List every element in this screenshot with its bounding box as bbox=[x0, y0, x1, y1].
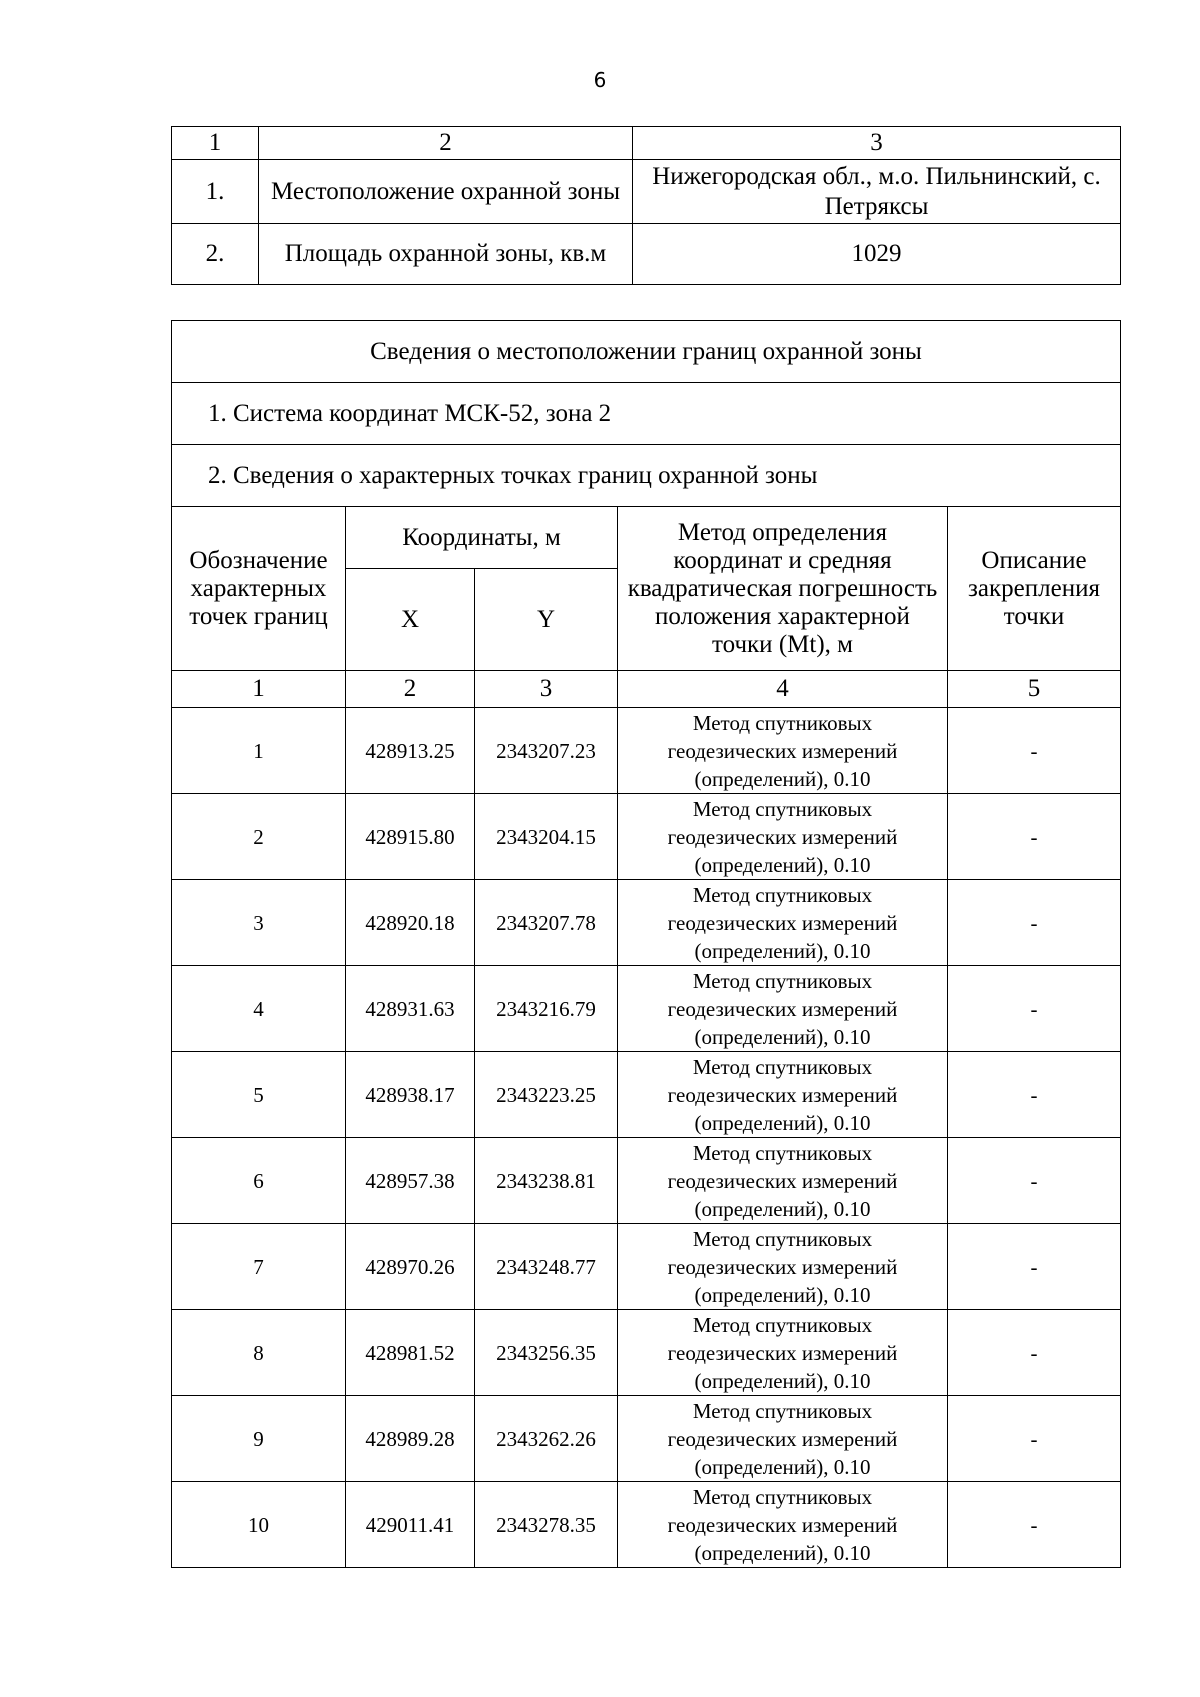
point-number: 7 bbox=[172, 1224, 346, 1310]
x-value: 428989.28 bbox=[346, 1396, 475, 1482]
point-number: 3 bbox=[172, 880, 346, 966]
point-rows bbox=[172, 708, 1121, 1568]
description-value: - bbox=[948, 1396, 1121, 1482]
coord-system-row bbox=[172, 383, 1121, 445]
row-number: 1. bbox=[172, 160, 259, 224]
y-value: 2343204.15 bbox=[475, 794, 618, 880]
point-number: 9 bbox=[172, 1396, 346, 1482]
zone-col-number-3: 3 bbox=[633, 127, 1121, 160]
method-value: Метод спутниковых геодезических измерений (определений), 0.10 bbox=[618, 1310, 948, 1396]
point-number: 6 bbox=[172, 1138, 346, 1224]
page-number: 6 bbox=[593, 68, 607, 92]
point-number: 10 bbox=[172, 1482, 346, 1568]
header-row-1 bbox=[172, 507, 1121, 569]
point-number: 8 bbox=[172, 1310, 346, 1396]
points-heading-row bbox=[172, 445, 1121, 507]
column-numbers-row bbox=[172, 671, 1121, 708]
description-value: - bbox=[948, 966, 1121, 1052]
point-number: 1 bbox=[172, 708, 346, 794]
y-value: 2343248.77 bbox=[475, 1224, 618, 1310]
description-header: Описание закрепления точки bbox=[948, 507, 1121, 671]
description-value: - bbox=[948, 1138, 1121, 1224]
x-value: 428915.80 bbox=[346, 794, 475, 880]
section-title-row bbox=[172, 321, 1121, 383]
column-number: 2 bbox=[346, 671, 475, 708]
method-value: Метод спутниковых геодезических измерений (определений), 0.10 bbox=[618, 1224, 948, 1310]
zone-area-label: Площадь охранной зоны, кв.м bbox=[259, 224, 633, 285]
x-value: 428913.25 bbox=[346, 708, 475, 794]
method-header: Метод определения координат и средняя квадратическая погрешность положения характерной точки (Mt), м bbox=[618, 507, 948, 671]
description-value: - bbox=[948, 1310, 1121, 1396]
column-number: 1 bbox=[172, 671, 346, 708]
table-row bbox=[172, 880, 1121, 966]
description-value: - bbox=[948, 794, 1121, 880]
y-value: 2343238.81 bbox=[475, 1138, 618, 1224]
boundary-points-table bbox=[171, 320, 1121, 1568]
y-value: 2343216.79 bbox=[475, 966, 618, 1052]
x-value: 428970.26 bbox=[346, 1224, 475, 1310]
row-number: 2. bbox=[172, 224, 259, 285]
description-value: - bbox=[948, 1052, 1121, 1138]
zone-location-label: Местоположение охранной зоны bbox=[259, 160, 633, 224]
coord-system: 1. Система координат МСК-52, зона 2 bbox=[172, 383, 1121, 445]
zone-info-table bbox=[171, 126, 1121, 285]
zone-table-header-row bbox=[172, 127, 1121, 160]
table-row bbox=[172, 1138, 1121, 1224]
table-row bbox=[172, 1482, 1121, 1568]
designation-header: Обозначение характерных точек границ bbox=[172, 507, 346, 671]
method-value: Метод спутниковых геодезических измерений (определений), 0.10 bbox=[618, 1138, 948, 1224]
method-value: Метод спутниковых геодезических измерений (определений), 0.10 bbox=[618, 1482, 948, 1568]
zone-location-value: Нижегородская обл., м.о. Пильнинский, с. Петряксы bbox=[633, 160, 1121, 224]
y-header: Y bbox=[475, 569, 618, 671]
table-row bbox=[172, 708, 1121, 794]
x-value: 428938.17 bbox=[346, 1052, 475, 1138]
y-value: 2343207.78 bbox=[475, 880, 618, 966]
table-row bbox=[172, 1310, 1121, 1396]
point-number: 5 bbox=[172, 1052, 346, 1138]
y-value: 2343278.35 bbox=[475, 1482, 618, 1568]
x-header: X bbox=[346, 569, 475, 671]
column-number: 4 bbox=[618, 671, 948, 708]
coordinates-header: Координаты, м bbox=[346, 507, 618, 569]
method-value: Метод спутниковых геодезических измерений (определений), 0.10 bbox=[618, 708, 948, 794]
description-value: - bbox=[948, 1224, 1121, 1310]
description-value: - bbox=[948, 1482, 1121, 1568]
table-row bbox=[172, 1224, 1121, 1310]
method-value: Метод спутниковых геодезических измерений (определений), 0.10 bbox=[618, 966, 948, 1052]
x-value: 428981.52 bbox=[346, 1310, 475, 1396]
y-value: 2343262.26 bbox=[475, 1396, 618, 1482]
column-number: 3 bbox=[475, 671, 618, 708]
method-value: Метод спутниковых геодезических измерений (определений), 0.10 bbox=[618, 1052, 948, 1138]
zone-location-row bbox=[172, 160, 1121, 224]
y-value: 2343207.23 bbox=[475, 708, 618, 794]
column-number: 5 bbox=[948, 671, 1121, 708]
zone-area-row bbox=[172, 224, 1121, 285]
y-value: 2343256.35 bbox=[475, 1310, 618, 1396]
point-number: 4 bbox=[172, 966, 346, 1052]
points-heading: 2. Сведения о характерных точках границ охранной зоны bbox=[172, 445, 1121, 507]
table-row bbox=[172, 794, 1121, 880]
table-row bbox=[172, 966, 1121, 1052]
x-value: 428920.18 bbox=[346, 880, 475, 966]
section-title: Сведения о местоположении границ охранной зоны bbox=[172, 321, 1121, 383]
description-value: - bbox=[948, 708, 1121, 794]
point-number: 2 bbox=[172, 794, 346, 880]
zone-col-number-2: 2 bbox=[259, 127, 633, 160]
method-value: Метод спутниковых геодезических измерений (определений), 0.10 bbox=[618, 794, 948, 880]
y-value: 2343223.25 bbox=[475, 1052, 618, 1138]
method-value: Метод спутниковых геодезических измерений (определений), 0.10 bbox=[618, 1396, 948, 1482]
x-value: 428931.63 bbox=[346, 966, 475, 1052]
zone-area-value: 1029 bbox=[633, 224, 1121, 285]
x-value: 428957.38 bbox=[346, 1138, 475, 1224]
method-value: Метод спутниковых геодезических измерений (определений), 0.10 bbox=[618, 880, 948, 966]
table-row bbox=[172, 1396, 1121, 1482]
zone-col-number-1: 1 bbox=[172, 127, 259, 160]
description-value: - bbox=[948, 880, 1121, 966]
table-row bbox=[172, 1052, 1121, 1138]
x-value: 429011.41 bbox=[346, 1482, 475, 1568]
